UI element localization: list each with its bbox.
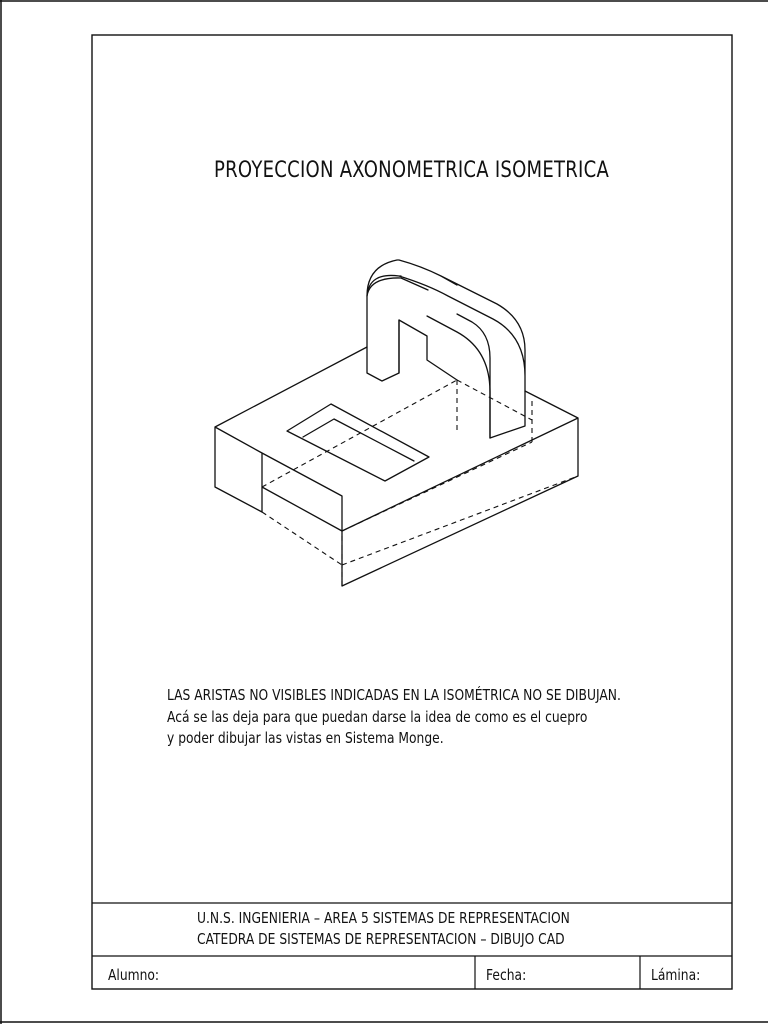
sheet-label: Lámina: bbox=[651, 966, 701, 984]
handle-visible-edges bbox=[367, 260, 525, 438]
isometric-drawing bbox=[215, 260, 578, 586]
hidden-edge-lines bbox=[262, 380, 578, 586]
handle-front-face bbox=[367, 278, 490, 438]
slot-outline bbox=[287, 404, 429, 481]
note-line-1: LAS ARISTAS NO VISIBLES INDICADAS EN LA ISOMÉTRICA NO SE DIBUJAN. bbox=[167, 686, 621, 704]
page-title: PROYECCION AXONOMETRICA ISOMETRICA bbox=[214, 158, 610, 183]
institution-line: U.N.S. INGENIERIA – AREA 5 SISTEMAS DE REPRESENTACION bbox=[197, 909, 570, 927]
hidden-edges bbox=[262, 380, 578, 586]
note-line-3: y poder dibujar las vistas en Sistema Monge. bbox=[167, 729, 444, 747]
base-visible-edges bbox=[215, 347, 578, 586]
date-label: Fecha: bbox=[486, 966, 527, 984]
department-line: CATEDRA DE SISTEMAS DE REPRESENTACION – DIBUJO CAD bbox=[197, 930, 565, 948]
student-label: Alumno: bbox=[108, 966, 160, 984]
note-line-2: Acá se las deja para que puedan darse la idea de como es el cuepro bbox=[167, 708, 588, 726]
